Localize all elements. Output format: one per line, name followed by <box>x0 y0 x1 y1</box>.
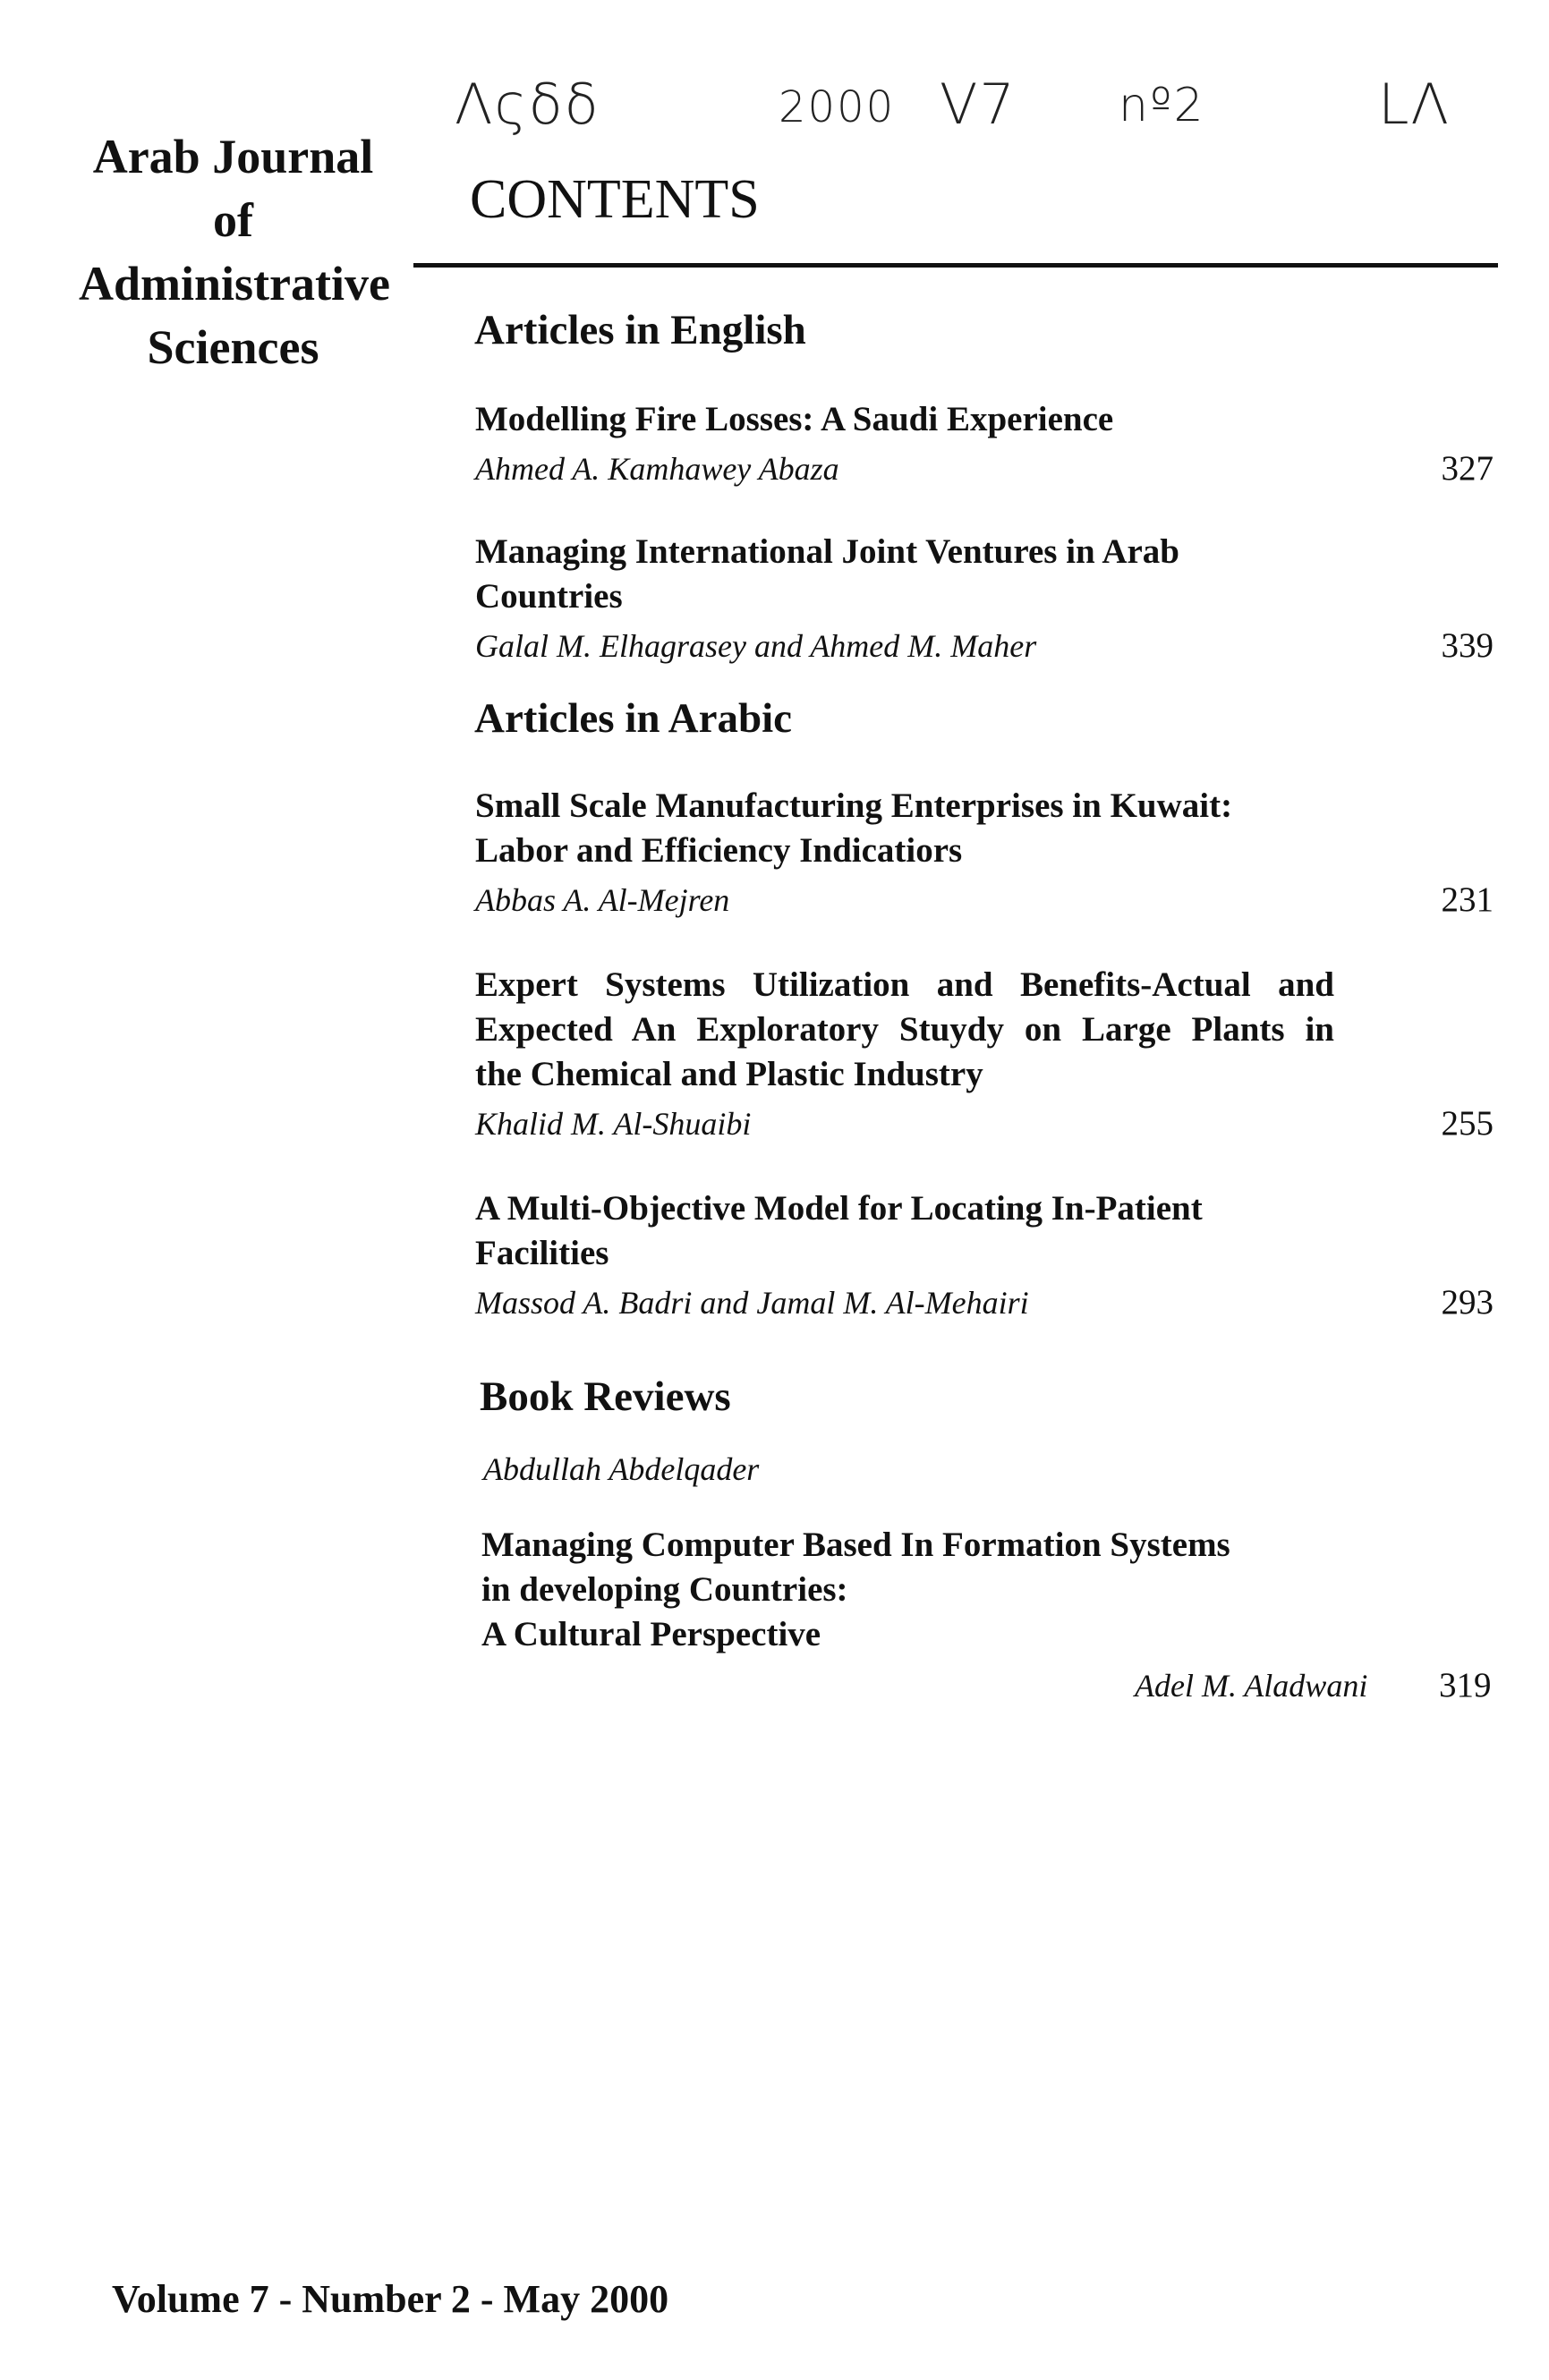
page-number: 319 <box>1439 1666 1492 1704</box>
article-entry <box>475 963 1513 1147</box>
article-author: Massod A. Badri and Jamal M. Al-Mehairi <box>475 1285 1029 1321</box>
review-title-line: Managing Computer Based In Formation Systems <box>481 1526 1230 1564</box>
journal-title <box>79 125 390 379</box>
article-title <box>475 397 1334 442</box>
section-heading: Articles in English <box>474 307 806 353</box>
review-title <box>481 1523 1340 1657</box>
article-title-line: Labor and Efficiency Indicatiors <box>475 831 963 870</box>
article-title-line: Expert Systems Utilization and Benefits-Actual and <box>475 965 1334 1004</box>
article-title-line: Modelling Fire Losses: A Saudi Experience <box>475 400 1114 438</box>
section-heading: Book Reviews <box>480 1373 731 1420</box>
page-number: 255 <box>1441 1104 1494 1143</box>
article-author: Khalid M. Al-Shuaibi <box>475 1106 752 1142</box>
reviewer-name: Abdullah Abdelqader <box>483 1451 760 1487</box>
review-entry <box>481 1523 1519 1657</box>
article-title <box>475 963 1334 1097</box>
article-entry <box>475 397 1513 492</box>
handwritten-mark: Λςδδ <box>455 72 600 137</box>
contents-heading: CONTENTS <box>470 169 760 230</box>
section-heading: Articles in Arabic <box>474 695 793 742</box>
journal-title-line: of <box>213 193 253 247</box>
article-author: Abbas A. Al-Mejren <box>475 882 730 918</box>
page-number: 293 <box>1441 1283 1494 1322</box>
heading-rule <box>413 263 1498 268</box>
journal-title-line: Administrative <box>79 257 390 310</box>
page-number: 231 <box>1441 880 1494 919</box>
journal-title-line: Arab Journal <box>92 130 374 183</box>
article-author: Galal M. Elhagrasey and Ahmed M. Maher <box>475 628 1037 664</box>
article-title <box>475 784 1334 873</box>
article-title-line: A Multi-Objective Model for Locating In-Patient <box>475 1189 1203 1228</box>
article-author: Ahmed A. Kamhawey Abaza <box>475 451 839 487</box>
article-title-line: the Chemical and Plastic Industry <box>475 1055 983 1093</box>
article-entry <box>475 784 1513 923</box>
handwritten-mark: V7 <box>940 72 1017 137</box>
review-title-line: A Cultural Perspective <box>481 1615 821 1653</box>
page-number: 327 <box>1441 449 1494 488</box>
handwritten-mark: 2000 <box>779 82 896 132</box>
article-title-line: Expected An Exploratory Stuydy on Large Plants in <box>475 1010 1334 1049</box>
article-title-line: Facilities <box>475 1234 609 1272</box>
article-title-line: Managing International Joint Ventures in Arab Countries <box>475 532 1179 616</box>
article-entry <box>475 530 1513 669</box>
review-title-line: in developing Countries: <box>481 1570 848 1609</box>
handwritten-mark: nº2 <box>1119 79 1205 132</box>
handwritten-mark: LΛ <box>1378 72 1451 137</box>
page-number: 339 <box>1441 626 1494 665</box>
article-entry <box>475 1186 1513 1326</box>
journal-title-line: Sciences <box>147 320 319 374</box>
issue-footer: Volume 7 - Number 2 - May 2000 <box>112 2277 669 2321</box>
article-title <box>475 1186 1334 1276</box>
article-title-line: Small Scale Manufacturing Enterprises in Kuwait: <box>475 786 1233 825</box>
article-title <box>475 530 1334 619</box>
review-author: Adel M. Aladwani <box>1135 1668 1368 1704</box>
